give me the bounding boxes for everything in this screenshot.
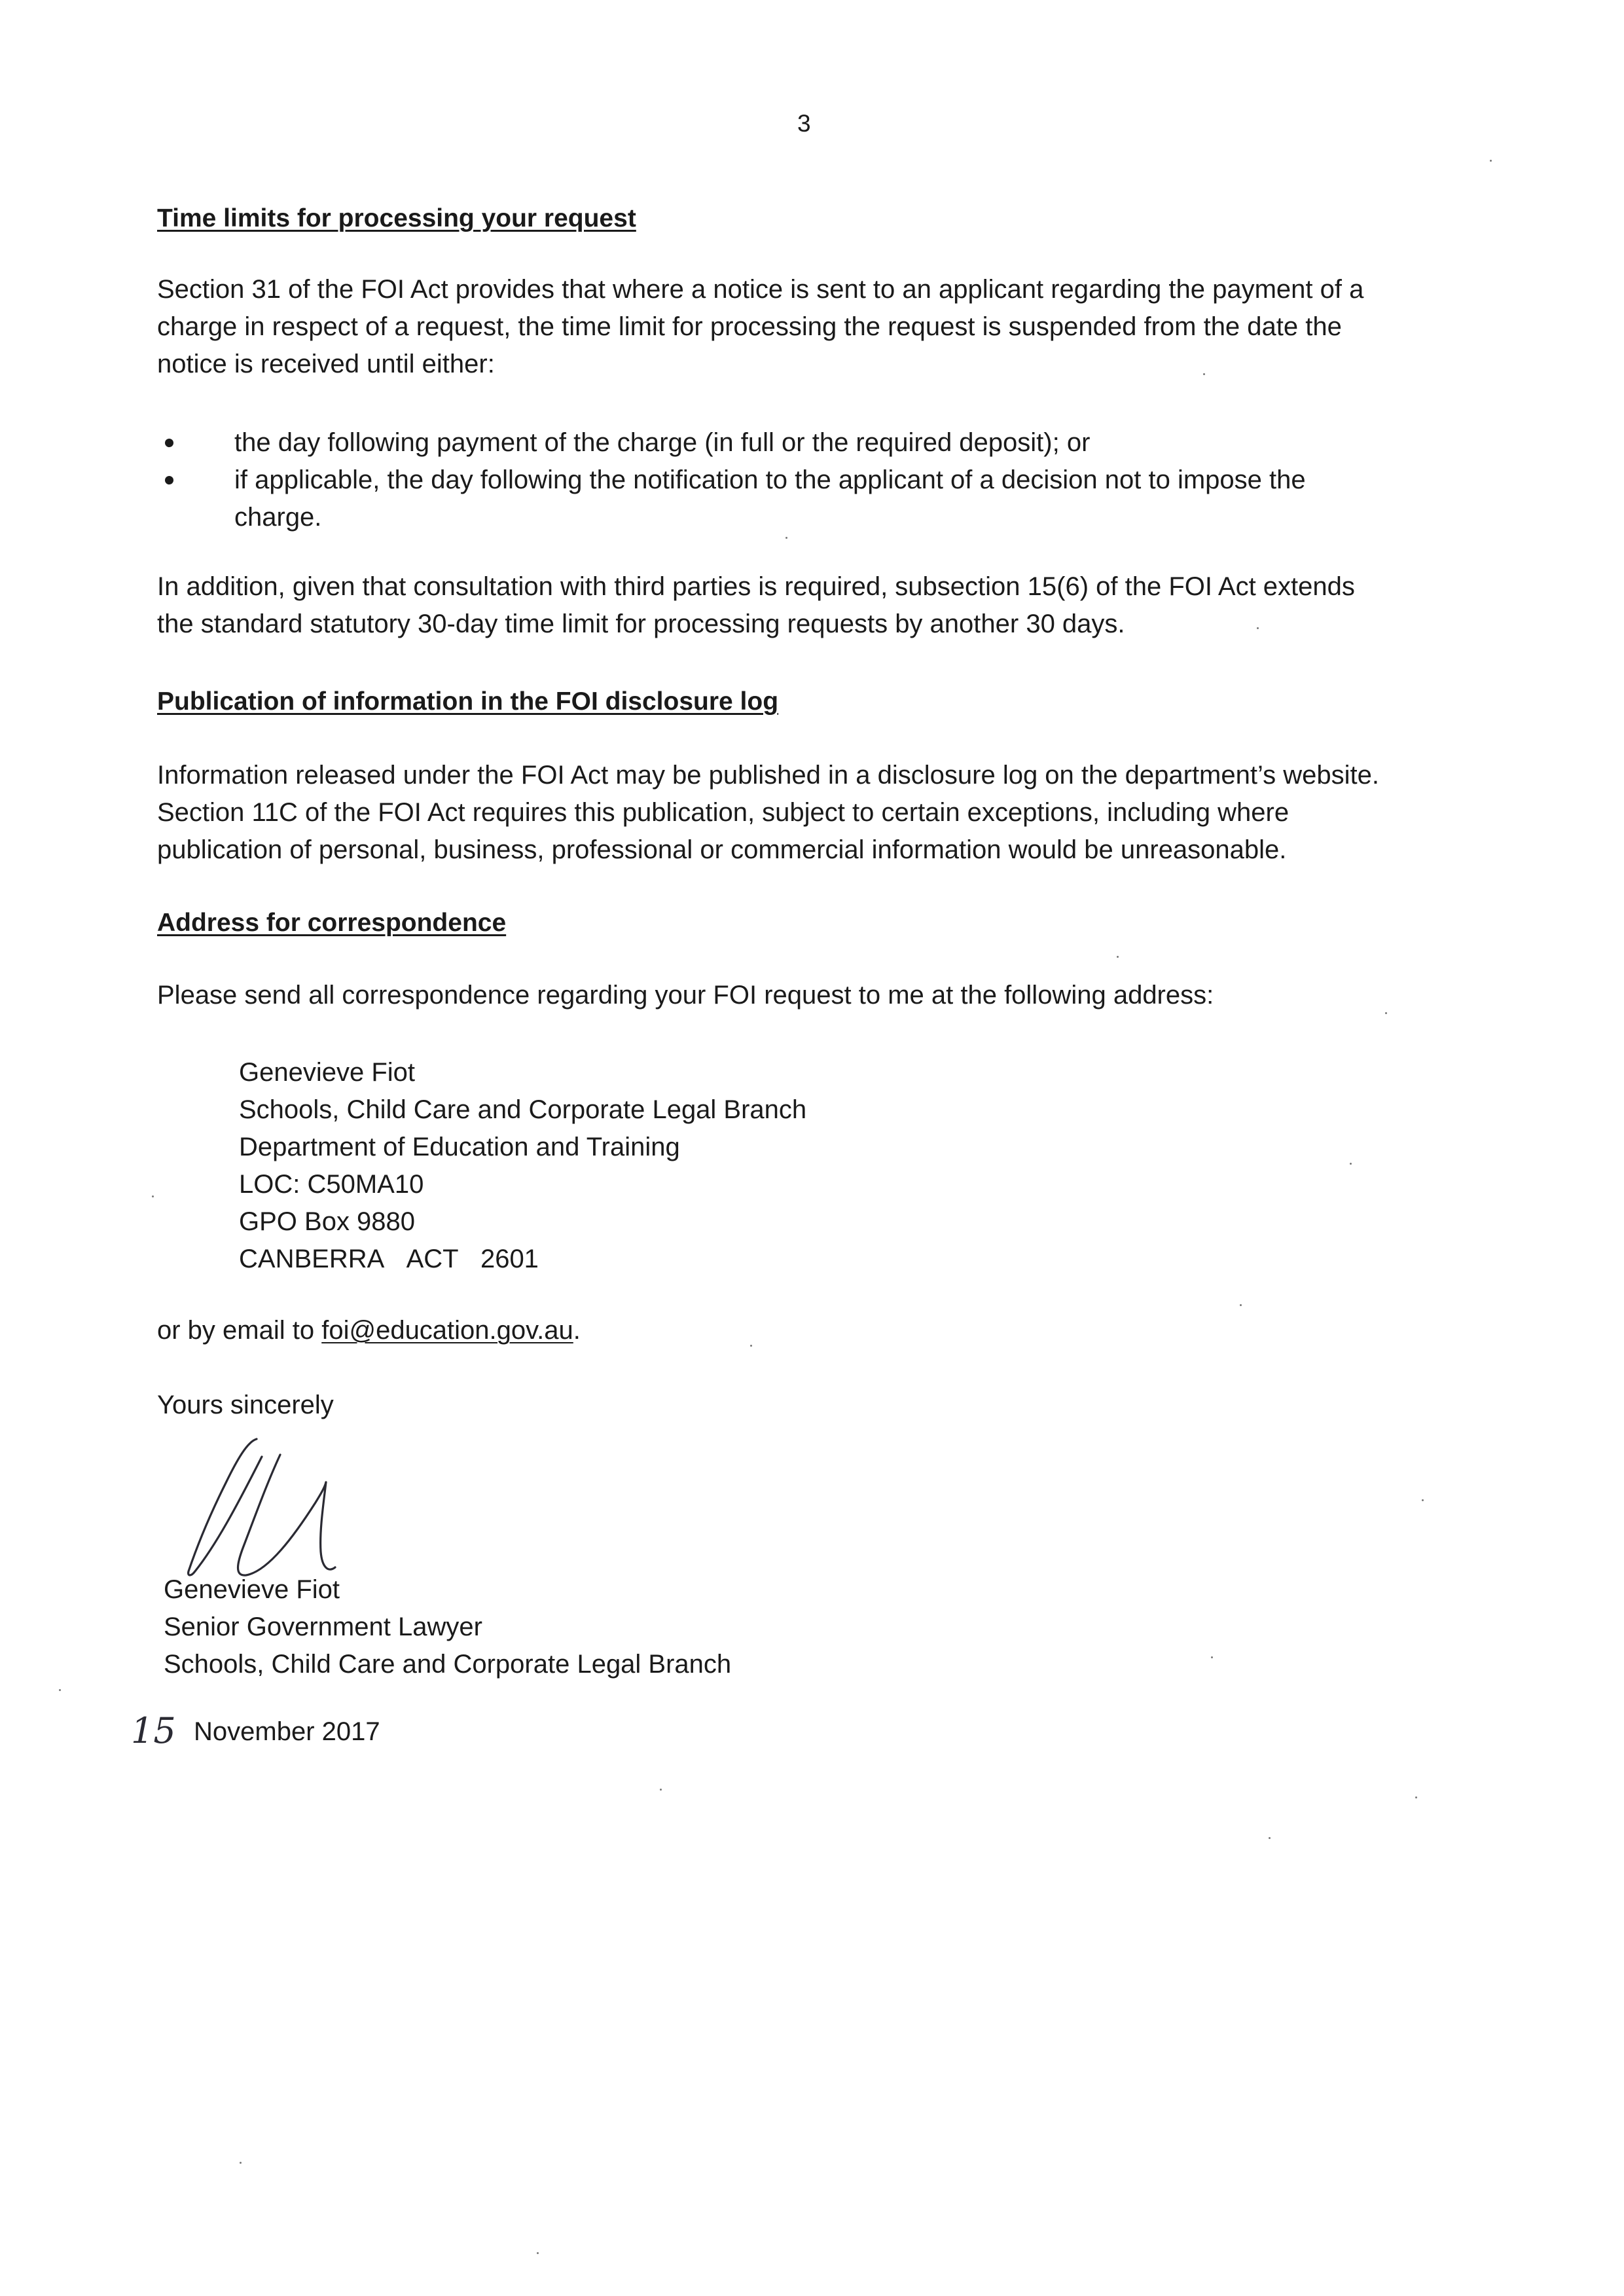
scan-speck xyxy=(750,1345,752,1347)
address-line: LOC: C50MA10 xyxy=(239,1170,424,1199)
scan-speck xyxy=(660,1789,662,1791)
salutation: Yours sincerely xyxy=(157,1391,334,1419)
email-suffix: . xyxy=(573,1316,581,1345)
list-item-text: if applicable, the day following the notification to the applicant of a decision not to impose the xyxy=(234,465,1306,494)
scan-speck xyxy=(785,537,787,539)
publication-heading: Publication of information in the FOI disclosure log xyxy=(157,687,779,716)
postal-address xyxy=(239,1054,806,1278)
bullet-icon xyxy=(165,476,173,484)
email-prefix: or by email to xyxy=(157,1316,322,1345)
signature-icon xyxy=(164,1427,386,1591)
signatory-title: Senior Government Lawyer xyxy=(164,1613,482,1641)
publication-paragraph xyxy=(157,757,1479,869)
time-limits-intro xyxy=(157,271,1479,383)
address-line: Department of Education and Training xyxy=(239,1133,680,1161)
scan-speck xyxy=(537,2252,539,2254)
scan-speck xyxy=(1422,1499,1424,1501)
scan-speck xyxy=(1211,1656,1213,1658)
list-item xyxy=(157,462,1466,536)
list-item-text: the day following payment of the charge (in full or the required deposit); or xyxy=(234,428,1091,457)
signatory-branch: Schools, Child Care and Corporate Legal Branch xyxy=(164,1650,732,1679)
scan-speck xyxy=(152,1195,154,1197)
scan-speck xyxy=(1490,160,1492,162)
scan-speck xyxy=(1257,627,1259,629)
address-line: GPO Box 9880 xyxy=(239,1207,416,1236)
time-limits-extension xyxy=(157,568,1479,643)
address-heading: Address for correspondence xyxy=(157,909,507,937)
email-line xyxy=(157,1312,1479,1349)
signature-block xyxy=(164,1571,731,1683)
signatory-name: Genevieve Fiot xyxy=(164,1575,340,1604)
address-intro: Please send all correspondence regarding your FOI request to me at the following address: xyxy=(157,981,1214,1010)
address-line: CANBERRA ACT 2601 xyxy=(239,1245,539,1273)
email-link[interactable]: foi@education.gov.au xyxy=(321,1316,573,1345)
time-limits-intro-line: notice is received until either: xyxy=(157,350,495,378)
scan-speck xyxy=(59,1689,61,1691)
list-item-text: charge. xyxy=(234,503,322,532)
page-number: 3 xyxy=(797,110,811,137)
letter-date xyxy=(131,1712,380,1751)
publication-line: publication of personal, business, professional or commercial information would be unreasonable. xyxy=(157,835,1287,864)
date-day-handwritten: 15 xyxy=(131,1710,176,1751)
date-month-year: November 2017 xyxy=(194,1717,380,1746)
scan-speck xyxy=(1240,1304,1242,1306)
publication-line: Section 11C of the FOI Act requires this publication, subject to certain exceptions, including where xyxy=(157,798,1290,827)
scan-speck xyxy=(1117,956,1119,958)
time-limits-intro-line: Section 31 of the FOI Act provides that where a notice is sent to an applicant regarding the payment of a xyxy=(157,275,1364,304)
scan-speck xyxy=(1269,1837,1271,1839)
time-limits-extension-line: the standard statutory 30-day time limit for processing requests by another 30 days. xyxy=(157,610,1125,638)
scan-speck xyxy=(1385,1012,1387,1014)
address-line: Genevieve Fiot xyxy=(239,1058,416,1087)
time-limits-extension-line: In addition, given that consultation with third parties is required, subsection 15(6) of the FOI Act extends xyxy=(157,572,1355,601)
time-limits-heading: Time limits for processing your request xyxy=(157,204,636,232)
address-line: Schools, Child Care and Corporate Legal Branch xyxy=(239,1095,807,1124)
scan-speck xyxy=(1203,373,1205,375)
publication-line: Information released under the FOI Act may be published in a disclosure log on the department’s website. xyxy=(157,761,1379,790)
charge-conditions-list xyxy=(157,424,1466,536)
time-limits-intro-line: charge in respect of a request, the time limit for processing the request is suspended from the date the xyxy=(157,312,1342,341)
scan-speck xyxy=(1350,1163,1352,1165)
bullet-icon xyxy=(165,439,173,447)
scan-speck xyxy=(240,2162,242,2164)
list-item xyxy=(157,424,1466,462)
scan-speck xyxy=(1415,1796,1417,1798)
